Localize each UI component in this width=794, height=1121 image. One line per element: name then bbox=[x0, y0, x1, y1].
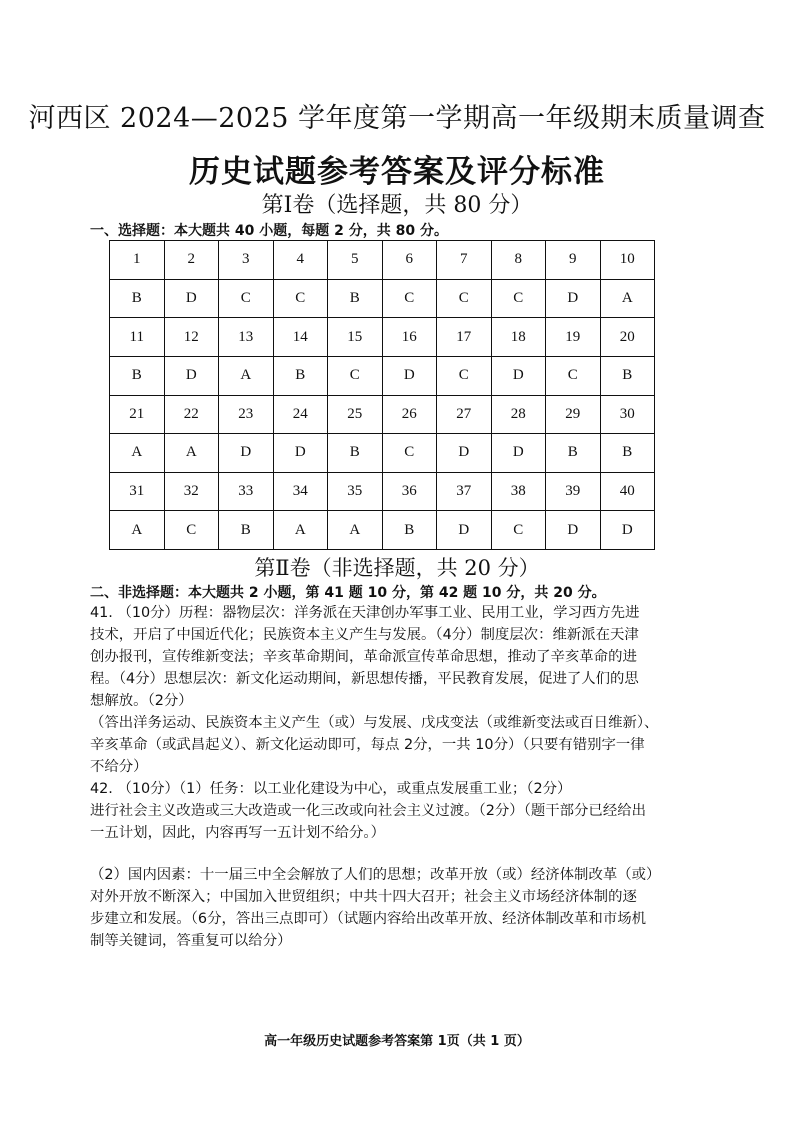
q41-line: 想解放。（2分） bbox=[90, 693, 193, 709]
answer-cell: C bbox=[491, 511, 546, 550]
answer-cell: B bbox=[600, 356, 655, 395]
answer-cell: D bbox=[437, 511, 492, 550]
part1-instructions: 一、选择题：本大题共 40 小题，每题 2 分，共 80 分。 bbox=[90, 223, 448, 239]
answer-cell: B bbox=[110, 356, 165, 395]
q42-line: 对外开放不断深入；中国加入世贸组织；中共十四大召开；社会主义市场经济体制的逐 bbox=[90, 889, 637, 905]
q42-line: 步建立和发展。（6分，答出三点即可）（试题内容给出改革开放、经济体制改革和市场机 bbox=[90, 911, 646, 927]
question-number-cell: 15 bbox=[328, 318, 383, 357]
answer-cell: C bbox=[382, 434, 437, 473]
answer-cell: D bbox=[382, 356, 437, 395]
question-number-cell: 3 bbox=[219, 241, 274, 280]
question-number-cell: 14 bbox=[273, 318, 328, 357]
answer-cell: C bbox=[491, 279, 546, 318]
answer-cell: A bbox=[328, 511, 383, 550]
question-number-cell: 7 bbox=[437, 241, 492, 280]
question-41-answer bbox=[90, 602, 710, 712]
q42-line: （2）国内因素：十一届三中全会解放了人们的思想；改革开放（或）经济体制改革（或） bbox=[90, 867, 661, 883]
answer-cell: B bbox=[546, 434, 601, 473]
question-number-cell: 26 bbox=[382, 395, 437, 434]
question-number-cell: 31 bbox=[110, 472, 165, 511]
q41-line: 创办报刊，宣传维新变法；辛亥革命期间，革命派宣传革命思想，推动了辛亥革命的进 bbox=[90, 649, 637, 665]
answer-cell: D bbox=[491, 356, 546, 395]
answer-cell: A bbox=[110, 434, 165, 473]
answer-table bbox=[109, 240, 655, 550]
answer-cell: D bbox=[219, 434, 274, 473]
question-number-cell: 17 bbox=[437, 318, 492, 357]
document-subtitle: 历史试题参考答案及评分标准 bbox=[189, 154, 605, 190]
question-number-cell: 25 bbox=[328, 395, 383, 434]
question-41-scoring-note bbox=[90, 712, 710, 778]
q41-line: 技术，开启了中国近代化；民族资本主义产生与发展。（4分）制度层次：维新派在天津 bbox=[90, 627, 639, 643]
answer-cell: B bbox=[273, 356, 328, 395]
question-number-cell: 35 bbox=[328, 472, 383, 511]
question-number-cell: 34 bbox=[273, 472, 328, 511]
answer-key-row bbox=[110, 511, 655, 550]
answer-cell: B bbox=[328, 279, 383, 318]
question-number-cell: 10 bbox=[600, 241, 655, 280]
question-number-cell: 4 bbox=[273, 241, 328, 280]
question-number-cell: 38 bbox=[491, 472, 546, 511]
answer-key-row bbox=[110, 279, 655, 318]
answer-cell: A bbox=[110, 511, 165, 550]
question-number-cell: 1 bbox=[110, 241, 165, 280]
question-number-cell: 18 bbox=[491, 318, 546, 357]
answer-cell: B bbox=[600, 434, 655, 473]
question-number-cell: 20 bbox=[600, 318, 655, 357]
answer-cell: D bbox=[600, 511, 655, 550]
answer-cell: B bbox=[219, 511, 274, 550]
answer-cell: D bbox=[164, 356, 219, 395]
question-number-cell: 24 bbox=[273, 395, 328, 434]
question-number-row bbox=[110, 241, 655, 280]
question-number-cell: 9 bbox=[546, 241, 601, 280]
answer-cell: A bbox=[273, 511, 328, 550]
part2-heading: 第Ⅱ卷（非选择题，共 20 分） bbox=[254, 556, 540, 580]
answer-key-row bbox=[110, 434, 655, 473]
question-number-cell: 16 bbox=[382, 318, 437, 357]
answer-cell: A bbox=[219, 356, 274, 395]
question-number-cell: 28 bbox=[491, 395, 546, 434]
question-number-cell: 33 bbox=[219, 472, 274, 511]
answer-key-row bbox=[110, 356, 655, 395]
answer-cell: C bbox=[164, 511, 219, 550]
question-number-cell: 36 bbox=[382, 472, 437, 511]
answer-cell: D bbox=[546, 279, 601, 318]
q41-line: 程。（4分）思想层次：新文化运动期间，新思想传播，平民教育发展，促进了人们的思 bbox=[90, 671, 639, 687]
question-number-cell: 6 bbox=[382, 241, 437, 280]
part2-instructions: 二、非选择题：本大题共 2 小题，第 41 题 10 分，第 42 题 10 分，共 20 分。 bbox=[90, 585, 606, 601]
answer-cell: C bbox=[219, 279, 274, 318]
part1-heading: 第Ⅰ卷（选择题，共 80 分） bbox=[261, 193, 533, 218]
question-number-cell: 21 bbox=[110, 395, 165, 434]
answer-cell: C bbox=[437, 279, 492, 318]
question-number-cell: 11 bbox=[110, 318, 165, 357]
question-number-row bbox=[110, 472, 655, 511]
question-number-row bbox=[110, 395, 655, 434]
answer-cell: C bbox=[437, 356, 492, 395]
answer-cell: D bbox=[546, 511, 601, 550]
answer-cell: C bbox=[546, 356, 601, 395]
question-number-cell: 2 bbox=[164, 241, 219, 280]
q41-note-line: 辛亥革命（或武昌起义）、新文化运动即可，每点 2分，一共 10分）（只要有错别字一律 bbox=[90, 737, 645, 753]
q41-line: 41. （10分）历程：器物层次：洋务派在天津创办军事工业、民用工业，学习西方先进 bbox=[90, 605, 640, 621]
question-number-cell: 12 bbox=[164, 318, 219, 357]
answer-cell: C bbox=[382, 279, 437, 318]
question-42-part2 bbox=[90, 864, 710, 952]
q42-line: 进行社会主义改造或三大改造或一化三改或向社会主义过渡。（2分）（题干部分已经给出 bbox=[90, 803, 646, 819]
question-number-cell: 29 bbox=[546, 395, 601, 434]
question-number-cell: 5 bbox=[328, 241, 383, 280]
answer-cell: A bbox=[600, 279, 655, 318]
answer-cell: D bbox=[437, 434, 492, 473]
question-number-cell: 13 bbox=[219, 318, 274, 357]
answer-cell: D bbox=[164, 279, 219, 318]
question-number-cell: 32 bbox=[164, 472, 219, 511]
answer-cell: C bbox=[273, 279, 328, 318]
q41-note-line: （答出洋务运动、民族资本主义产生（或）与发展、戊戌变法（或维新变法或百日维新）、 bbox=[90, 715, 659, 731]
question-number-cell: 30 bbox=[600, 395, 655, 434]
answer-cell: A bbox=[164, 434, 219, 473]
q41-note-line: 不给分） bbox=[90, 759, 148, 775]
question-number-cell: 39 bbox=[546, 472, 601, 511]
question-42-part1 bbox=[90, 778, 710, 844]
question-number-cell: 22 bbox=[164, 395, 219, 434]
question-number-cell: 23 bbox=[219, 395, 274, 434]
answer-cell: D bbox=[273, 434, 328, 473]
answer-cell: D bbox=[491, 434, 546, 473]
question-number-row bbox=[110, 318, 655, 357]
exam-title: 河西区 2024—2025 学年度第一学期高一年级期末质量调查 bbox=[28, 103, 766, 134]
q42-line: 一五计划，因此，内容再写一五计划不给分。） bbox=[90, 825, 386, 841]
question-number-cell: 19 bbox=[546, 318, 601, 357]
answer-cell: B bbox=[382, 511, 437, 550]
question-number-cell: 37 bbox=[437, 472, 492, 511]
q42-line: 42. （10分）（1）任务：以工业化建设为中心，或重点发展重工业；（2分） bbox=[90, 781, 572, 797]
q42-line: 制等关键词，答重复可以给分） bbox=[90, 933, 292, 949]
answer-cell: B bbox=[328, 434, 383, 473]
question-number-cell: 40 bbox=[600, 472, 655, 511]
question-number-cell: 27 bbox=[437, 395, 492, 434]
answer-cell: B bbox=[110, 279, 165, 318]
question-number-cell: 8 bbox=[491, 241, 546, 280]
page-footer: 高一年级历史试题参考答案第 1页（共 1 页） bbox=[264, 1034, 530, 1049]
answer-cell: C bbox=[328, 356, 383, 395]
